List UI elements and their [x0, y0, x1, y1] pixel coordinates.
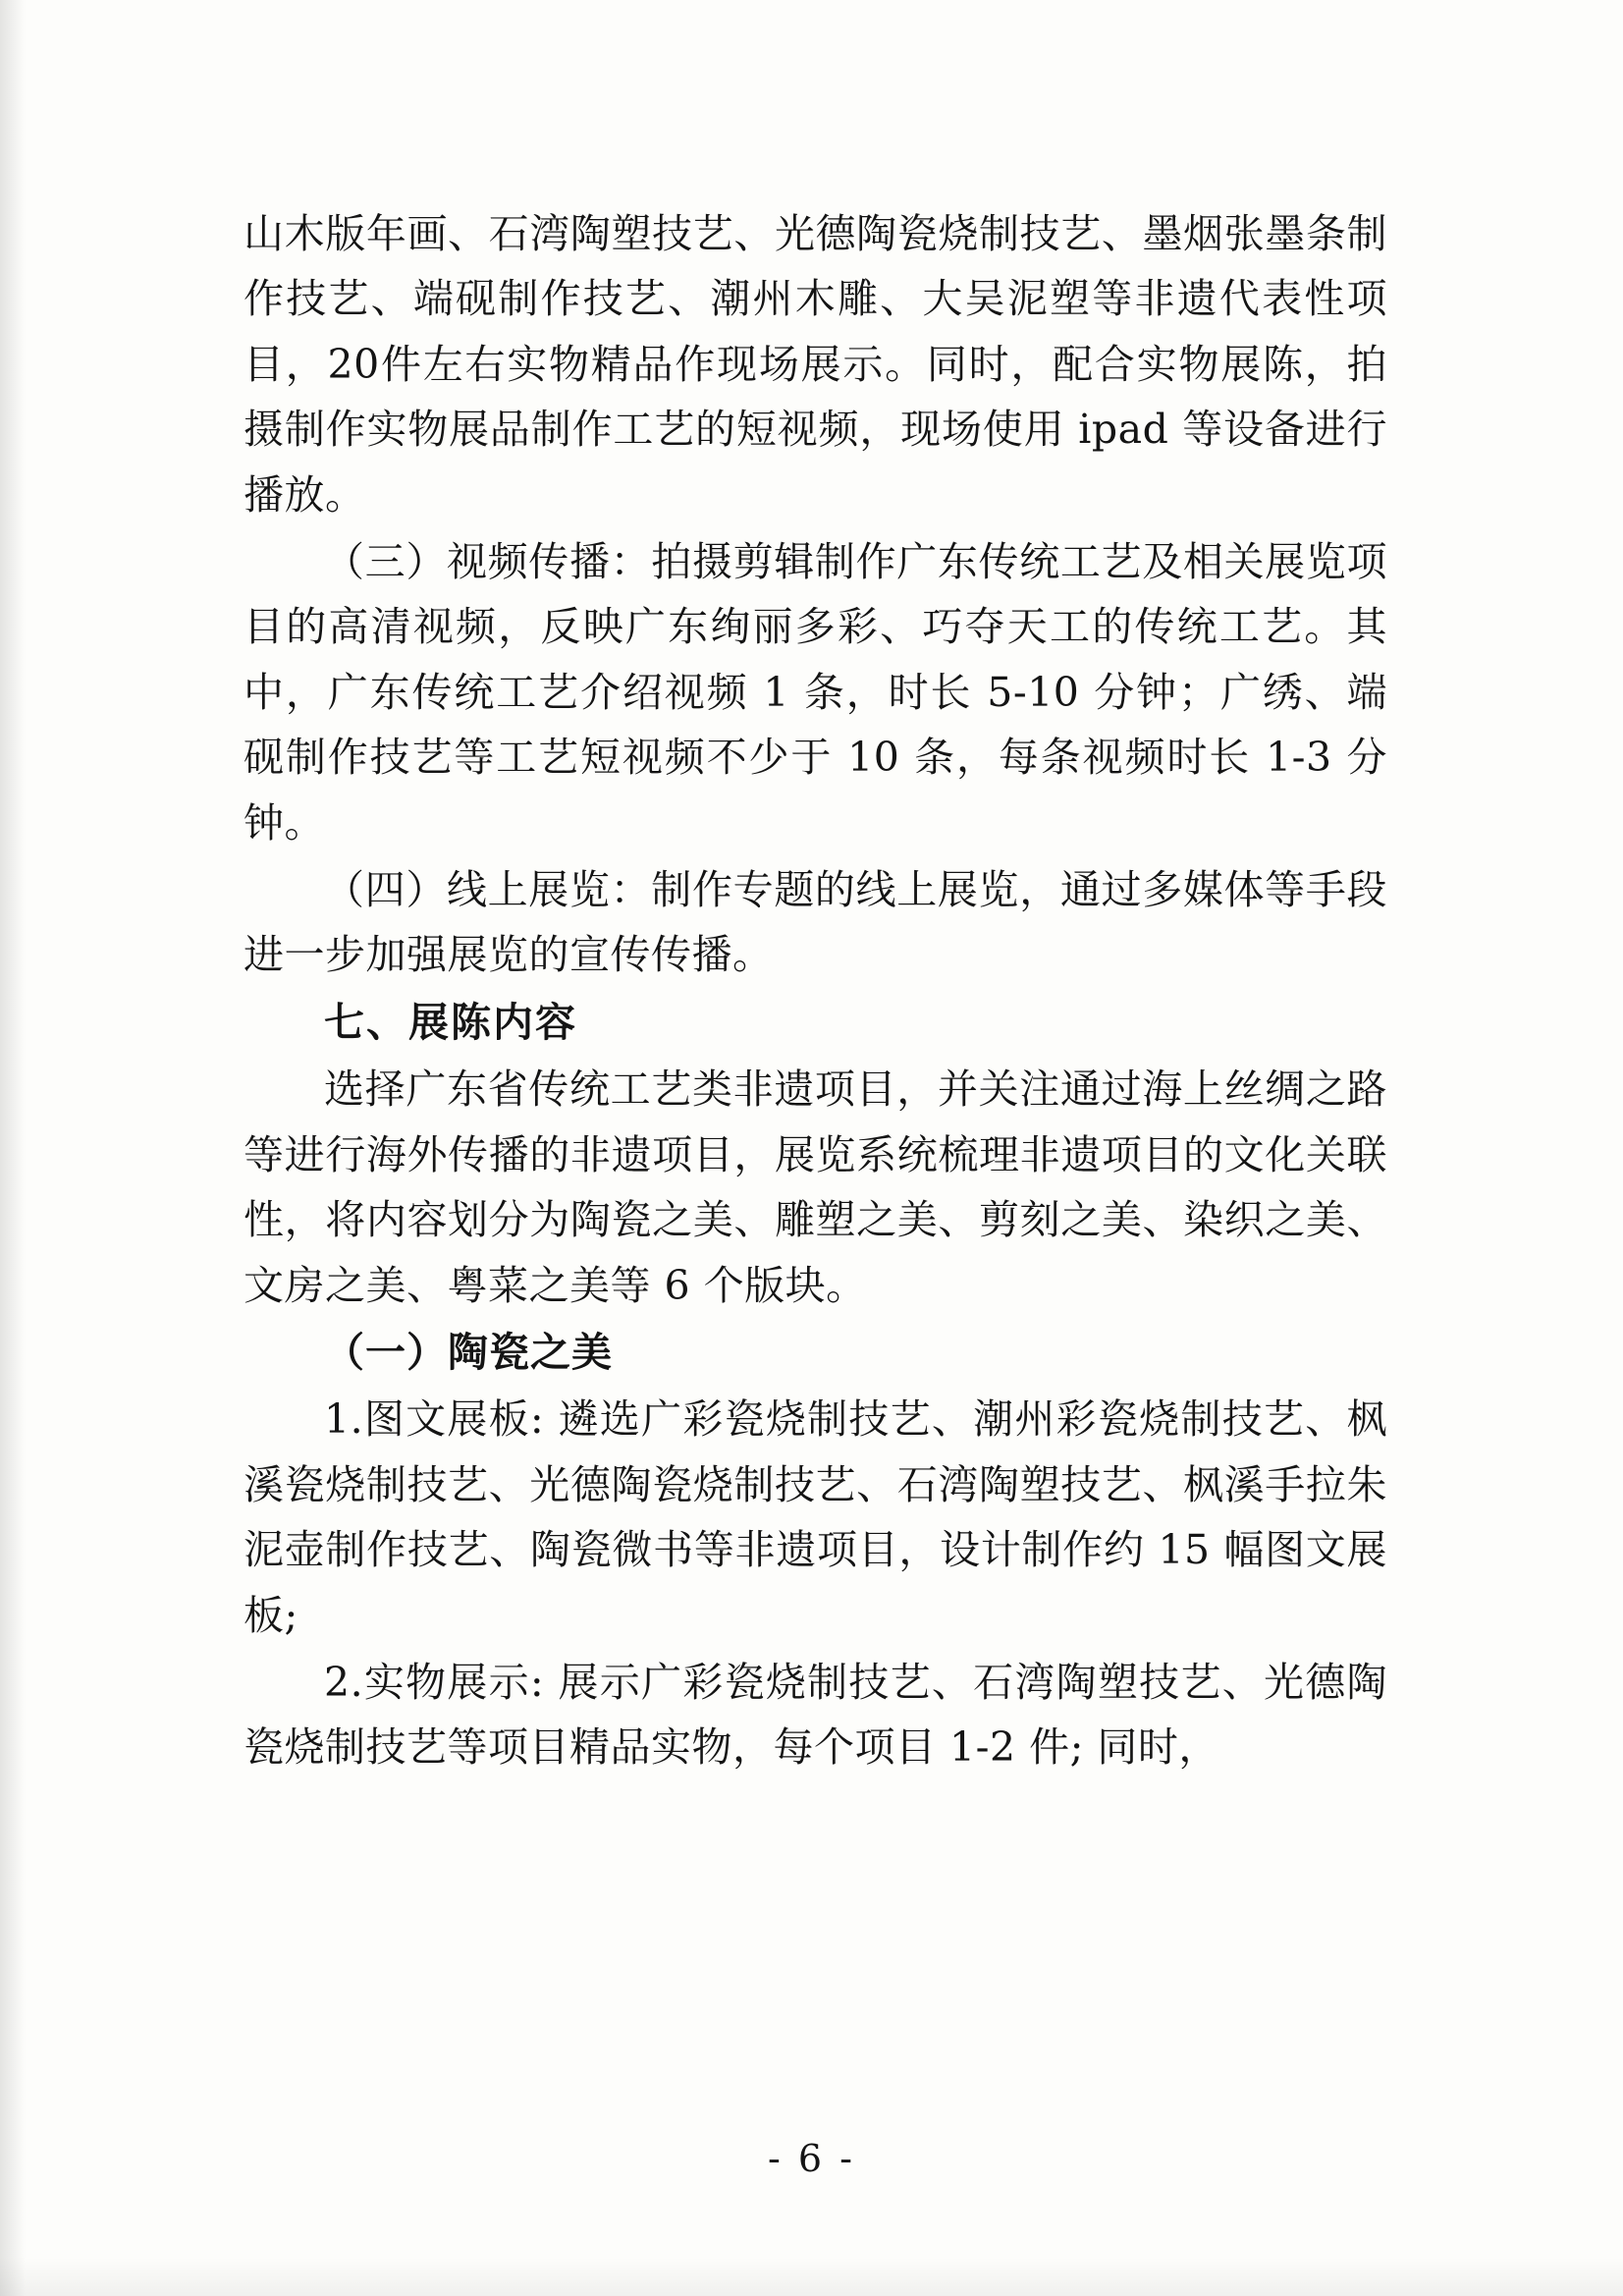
page-edge-shadow-bottom [0, 2257, 1623, 2296]
paragraph-exhibition-overview: 选择广东省传统工艺类非遗项目，并关注通过海上丝绸之路等进行海外传播的非遗项目，展览系统梳理非遗项目的文化关联性，将内容划分为陶瓷之美、雕塑之美、剪刻之美、染织之美、文房之美、粤菜之美等 6 个版块。 [243, 1066, 1387, 1309]
paragraph-section-three-video: （三）视频传播：拍摄剪辑制作广东传统工艺及相关展览项目的高清视频，反映广东绚丽多彩、巧夺天工的传统工艺。其中，广东传统工艺介绍视频 1 条，时长 5-10 分钟；广绣、端砚制作技艺等工艺短视频不少于 10 条，每条视频时长 1-3 分钟。 [243, 538, 1387, 847]
paragraph-intro-continued: 山木版年画、石湾陶塑技艺、光德陶瓷烧制技艺、墨烟张墨条制作技艺、端砚制作技艺、潮州木雕、大吴泥塑等非遗代表性项目，20件左右实物精品作现场展示。同时，配合实物展陈，拍摄制作实物展品制作工艺的短视频，现场使用 ipad 等设备进行播放。 [243, 210, 1387, 519]
heading-seven-exhibition-content: 七、展陈内容 [324, 998, 577, 1046]
paragraph-item-1-display-boards: 1.图文展板: 遴选广彩瓷烧制技艺、潮州彩瓷烧制技艺、枫溪瓷烧制技艺、光德陶瓷烧制技艺、石湾陶塑技艺、枫溪手拉朱泥壶制作技艺、陶瓷微书等非遗项目，设计制作约 15 幅图文展板; [243, 1395, 1387, 1639]
page-body-text [243, 201, 1387, 1782]
page-number: - 6 - [767, 2137, 855, 2180]
page-edge-shadow-left [0, 0, 26, 2296]
paragraph-section-four-online-exhibition: （四）线上展览：制作专题的线上展览，通过多媒体等手段进一步加强展览的宣传传播。 [243, 866, 1387, 979]
paragraph-item-2-physical-display: 2.实物展示: 展示广彩瓷烧制技艺、石湾陶塑技艺、光德陶瓷烧制技艺等项目精品实物，每个项目 1-2 件; 同时， [243, 1658, 1387, 1772]
subheading-one-ceramic-beauty: （一）陶瓷之美 [324, 1328, 613, 1376]
